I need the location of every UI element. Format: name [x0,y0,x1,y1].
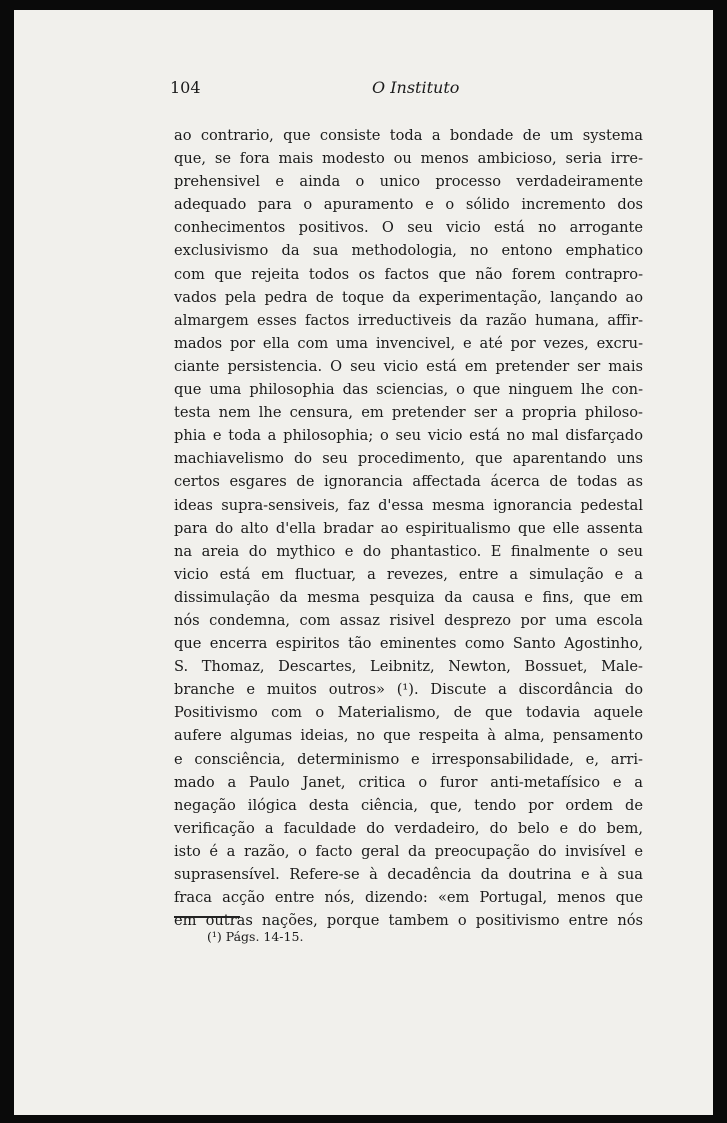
text-line: nós condemna, com assaz risivel desprezo por uma escola [174,611,643,629]
text-line: negação ilógica desta ciência, que, tendo por ordem de [174,796,643,814]
text-line: ao contrario, que consiste toda a bondade de um systema [174,127,643,144]
text-line: com que rejeita todos os factos que não forem contrapro- [174,265,643,283]
text-line: vados pela pedra de toque da experimentação, lançando ao [174,288,643,306]
text-line: fraca acção entre nós, dizendo: «em Portugal, menos que [174,889,643,907]
text-line: conhecimentos positivos. O seu vicio está no arrogante [174,219,643,237]
text-line: vicio está em fluctuar, a revezes, entre a simulação e a [174,565,643,583]
text-line: Positivismo com o Materialismo, de que todavia aquele [174,704,643,722]
text-line: na areia do mythico e do phantastico. E finalmente o seu [174,542,643,560]
text-line: que uma philosophia das sciencias, o que ninguem lhe con- [174,381,643,399]
text-line: isto é a razão, o facto geral da preocupação do invisível e [174,842,643,860]
text-line: S. Thomaz, Descartes, Leibnitz, Newton, Bossuet, Male- [174,658,643,676]
running-title: O Instituto [372,78,460,97]
text-line: verificação a faculdade do verdadeiro, do belo e do bem, [174,819,643,837]
text-line: suprasensível. Refere-se à decadência da doutrina e à sua [174,866,643,883]
text-line: que, se fora mais modesto ou menos ambicioso, seria irre- [174,150,643,168]
text-line: ideas supra-sensiveis, faz d'essa mesma ignorancia pedestal [174,496,643,514]
text-line: adequado para o apuramento e o sólido incremento dos [174,196,643,214]
page-header [160,78,645,104]
text-line: dissimulação da mesma pesquiza da causa e fins, que em [174,588,643,606]
text-line: branche e muitos outros» (¹). Discute a discordância do [174,681,643,699]
footnote: (¹) Págs. 14-15. [207,929,304,944]
text-line: para do alto d'ella bradar ao espiritualismo que elle assenta [174,519,643,537]
text-line: que encerra espiritos tão eminentes como Santo Agostinho, [174,635,643,653]
text-line: prehensivel e ainda o unico processo verdadeiramente [174,173,643,191]
text-line: almargem esses factos irreductiveis da razão humana, affir- [174,311,643,329]
footnote-separator [174,916,240,918]
text-line: exclusivismo da sua methodologia, no entono emphatico [174,242,643,260]
text-line: certos esgares de ignorancia affectada ácerca de todas as [174,473,643,491]
text-line: ciante persistencia. O seu vicio está em pretender ser mais [174,357,643,375]
text-line: e consciência, determinismo e irresponsabilidade, e, arri- [174,750,643,768]
text-line: machiavelismo do seu procedimento, que aparentando uns [174,450,643,468]
text-line: mados por ella com uma invencivel, e até por vezes, excru- [174,334,643,352]
body-text [174,124,643,932]
text-line: phia e toda a philosophia; o seu vicio está no mal disfarçado [174,427,643,445]
text-line: em outras nações, porque tambem o positivismo entre nós [174,912,643,930]
text-line: aufere algumas ideias, no que respeita à alma, pensamento [174,727,643,745]
page-number: 104 [170,78,201,97]
text-line: mado a Paulo Janet, critica o furor anti-metafísico e a [174,773,643,791]
text-line: testa nem lhe censura, em pretender ser a propria philoso- [174,404,643,422]
